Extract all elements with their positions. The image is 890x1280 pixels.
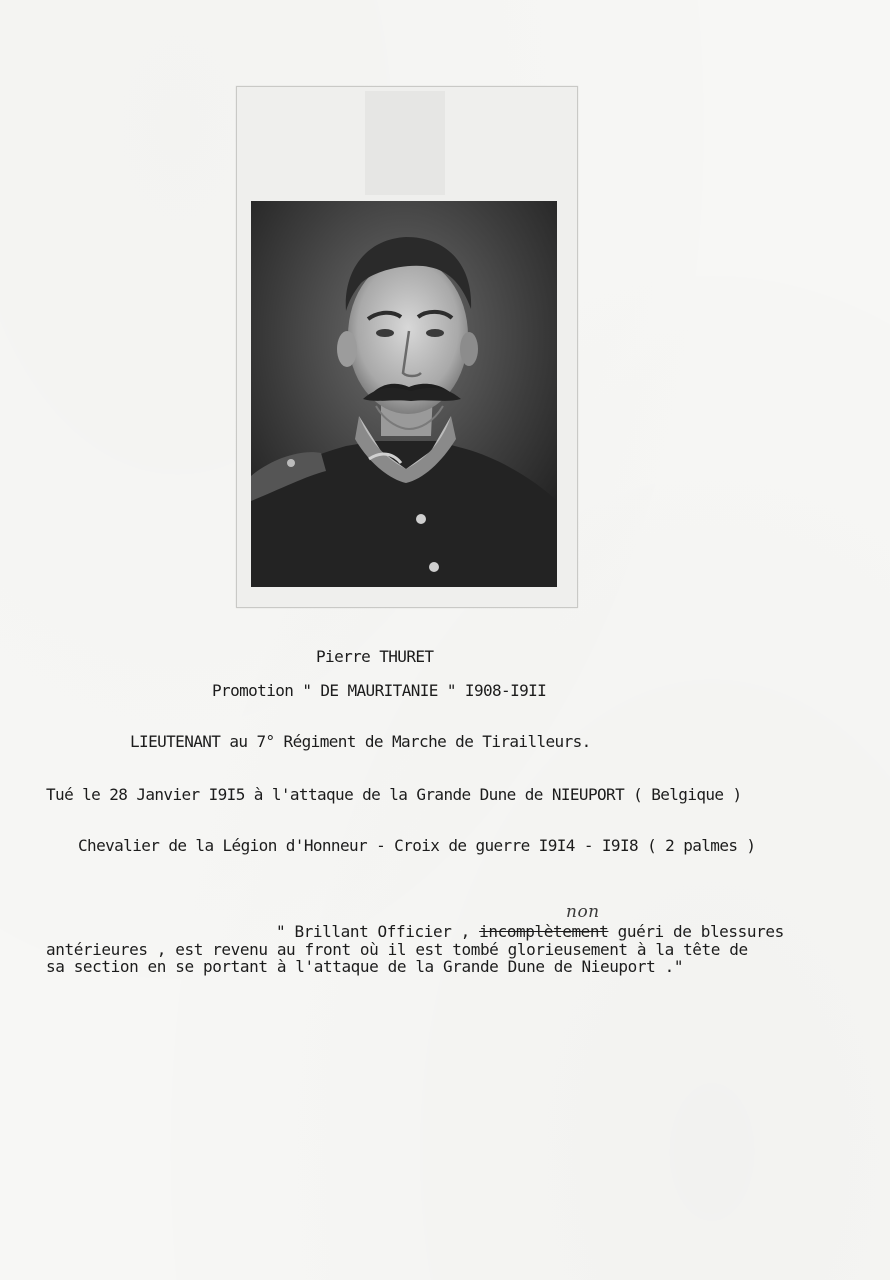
citation-line-2: antérieures , est revenu au front où il est tombé glorieusement à la tête de	[46, 940, 748, 959]
rank-line: LIEUTENANT au 7° Régiment de Marche de Tirailleurs.	[130, 732, 591, 751]
death-line: Tué le 28 Janvier I9I5 à l'attaque de la Grande Dune de NIEUPORT ( Belgique )	[46, 785, 742, 804]
photo-mount-tab	[365, 91, 445, 195]
struck-word: incomplètement	[479, 922, 609, 941]
portrait-image	[251, 201, 557, 587]
portrait-photo	[251, 201, 557, 587]
person-name: Pierre THURET	[316, 647, 434, 666]
citation-line-1	[276, 923, 784, 941]
citation-line-1-start: " Brillant Officier ,	[276, 922, 480, 941]
citation-line-1-end: guéri de blessures	[608, 922, 784, 941]
honors-line: Chevalier de la Légion d'Honneur - Croix de guerre I9I4 - I9I8 ( 2 palmes )	[78, 836, 756, 855]
handwritten-correction: non	[566, 902, 600, 922]
promotion-line: Promotion " DE MAURITANIE " I908-I9II	[212, 681, 547, 700]
photo-mount	[236, 86, 578, 608]
citation-line-3: sa section en se portant à l'attaque de la Grande Dune de Nieuport ."	[46, 957, 684, 976]
